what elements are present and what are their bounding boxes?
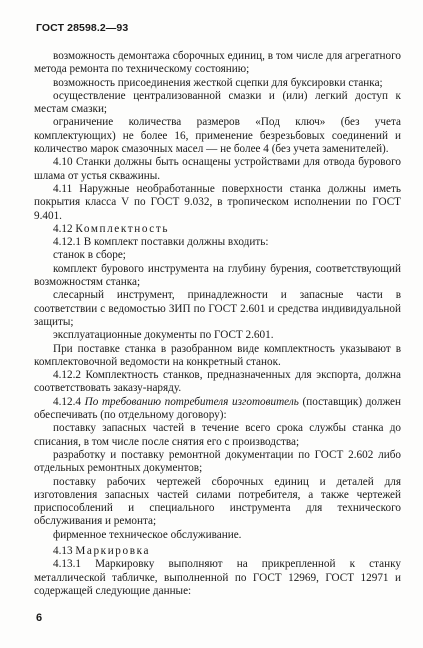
page-header-doc-code: ГОСТ 28598.2—93 <box>36 22 129 34</box>
paragraph: поставку рабочих чертежей сборочных единиц и деталей для изготовления запасных частей силами потребителя, а также чертежей приспособлений и специального инструмента для технического обслуживания и ремонта; <box>34 475 401 528</box>
section-heading-4-13 <box>34 545 401 558</box>
paragraph: станок в сборе; <box>53 249 126 262</box>
paragraph: 4.10 Станки должны быть оснащены устройствами для отвода бурового шлама от устья скважины. <box>34 156 401 182</box>
paragraph: 4.12.1 В комплект поставки должны входить: <box>53 236 269 249</box>
paragraph: При поставке станка в разобранном виде комплектность указывают в комплектовочной ведомости на конкретный станок. <box>34 342 401 368</box>
clause-number: 4.12.4 <box>53 395 81 408</box>
paragraph: фирменное техническое обслуживание. <box>53 528 242 541</box>
paragraph: эксплуатационные документы по ГОСТ 2.601. <box>53 329 274 342</box>
paragraph-4-12-4 <box>34 396 401 423</box>
section-number: 4.12 <box>53 222 73 235</box>
paragraph: комплект бурового инструмента на глубину бурения, соответствующий возможностям станка; <box>34 262 401 289</box>
paragraph: слесарный инструмент, принадлежности и запасные части в соответствии с ведомостью ЗИП по ГОСТ 2.601 и средства индивидуальной защиты; <box>34 289 401 328</box>
paragraph: 4.12.2 Комплектность станков, предназначенных для экспорта, должна соответствовать заказу-наряду. <box>34 369 401 395</box>
body-text <box>34 50 401 598</box>
clause-text: (поставщик) должен обеспечивать (по отдельному договору): <box>34 395 401 422</box>
clause-italic-text: По требованию потребителя изготовитель <box>84 395 299 408</box>
paragraph: 4.11 Наружные необработанные поверхности станка должны иметь покрытия класса V по ГОСТ 9.032, в тропическом исполнении по ГОСТ 9.401. <box>34 182 401 222</box>
paragraph: ограничение количества размеров «Под ключ» (без учета комплектующих) не более 16, применение безрезьбовых соединений и количество марок смазочных масел — не более 4 (без учета заменителей). <box>34 116 401 156</box>
section-heading-4-12 <box>34 223 401 236</box>
section-title: Маркировка <box>75 544 151 557</box>
paragraph: 4.13.1 Маркировку выполняют на прикрепленной к станку металлической табличке, выполненной по ГОСТ 12969, ГОСТ 12971 и содержащей следующие данные: <box>34 558 401 597</box>
paragraph: возможность присоединения жесткой сцепки для буксировки станка; <box>53 76 383 89</box>
paragraph: поставку запасных частей в течение всего срока службы станка до списания, в том числе после снятия его с производства; <box>34 422 401 448</box>
paragraph: разработку и поставку ремонтной документации по ГОСТ 2.602 либо отдельных ремонтных документов; <box>34 448 401 475</box>
page-number: 6 <box>36 612 43 624</box>
section-title: Комплектность <box>75 222 170 235</box>
paragraph: возможность демонтажа сборочных единиц, в том числе для агрегатного метода ремонта по техническому состоянию; <box>34 50 401 76</box>
section-number: 4.13 <box>53 544 73 557</box>
paragraph: осуществление централизованной смазки и (или) легкий доступ к местам смазки; <box>34 89 401 116</box>
